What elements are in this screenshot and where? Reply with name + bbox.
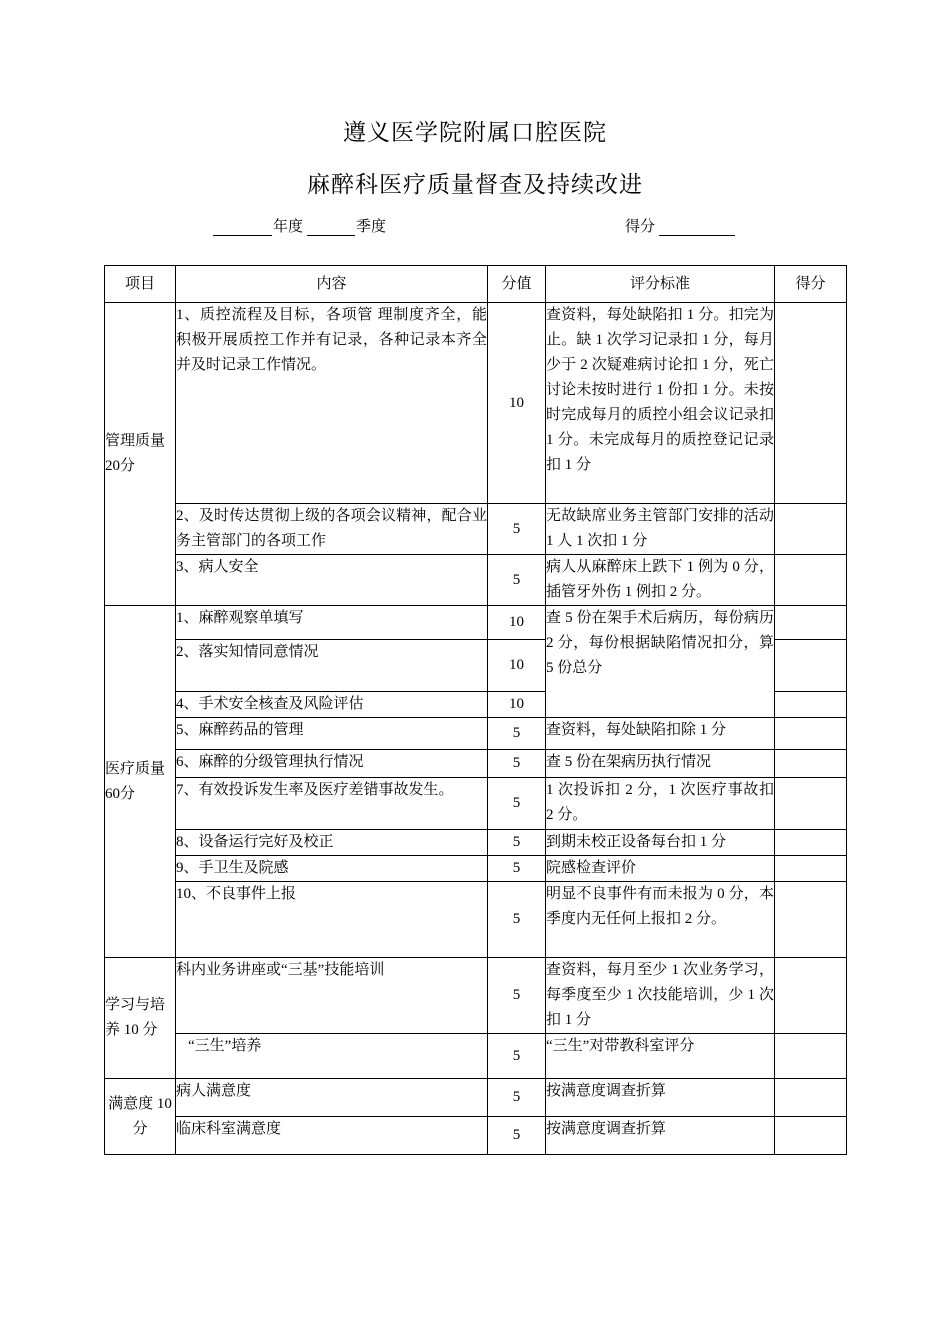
table-row	[105, 303, 847, 504]
item-score: 5	[488, 718, 546, 750]
group-label-medical-quality: 医疗质量60分	[105, 606, 176, 958]
table-row	[105, 882, 847, 958]
item-score: 5	[488, 778, 546, 830]
document-subtitle: 麻醉科医疗质量督查及持续改进	[307, 172, 643, 197]
item-score: 5	[488, 830, 546, 856]
item-score: 5	[488, 1034, 546, 1079]
item-criteria: 查 5 份在架病历执行情况	[546, 750, 775, 778]
table-row	[105, 1034, 847, 1079]
item-result-cell	[775, 718, 847, 750]
item-criteria: 病人从麻醉床上跌下 1 例为 0 分，插管牙外伤 1 例扣 2 分。	[546, 555, 775, 606]
item-result-cell	[775, 640, 847, 692]
item-score: 5	[488, 504, 546, 555]
group-label-satisfaction: 满意度 10 分	[105, 1079, 176, 1155]
item-content: 5、麻醉药品的管理	[176, 718, 488, 750]
item-criteria: 无故缺席业务主管部门安排的活动 1 人 1 次扣 1 分	[546, 504, 775, 555]
item-score: 5	[488, 882, 546, 958]
item-score: 5	[488, 1079, 546, 1117]
item-criteria: 查资料，每处缺陷扣除 1 分	[546, 718, 775, 750]
item-content: 2、及时传达贯彻上级的各项会议精神，配合业务主管部门的各项工作	[176, 504, 488, 555]
item-result-cell	[775, 692, 847, 718]
item-result-cell	[775, 1034, 847, 1079]
item-content: 7、有效投诉发生率及医疗差错事故发生。	[176, 778, 488, 830]
item-result-cell	[775, 1079, 847, 1117]
total-score-label: 得分	[625, 219, 656, 235]
item-score: 5	[488, 958, 546, 1034]
column-header-result: 得分	[775, 266, 847, 303]
item-result-cell	[775, 856, 847, 882]
item-score: 10	[488, 606, 546, 640]
item-criteria: 查资料，每月至少 1 次业务学习，每季度至少 1 次技能培训，少 1 次扣 1 分	[546, 958, 775, 1034]
group-label-training: 学习与培养 10 分	[105, 958, 176, 1079]
item-content: 临床科室满意度	[176, 1117, 488, 1155]
item-result-cell	[775, 303, 847, 504]
item-content: “三生”培养	[176, 1034, 488, 1079]
column-header-score: 分值	[488, 266, 546, 303]
item-content: 1、麻醉观察单填写	[176, 606, 488, 640]
item-score: 10	[488, 692, 546, 718]
table-header-row	[105, 266, 847, 303]
table-row	[105, 1079, 847, 1117]
item-content: 1、质控流程及目标，各项管 理制度齐全，能积极开展质控工作并有记录，各种记录本齐全并及时记录工作情况。	[176, 303, 488, 504]
item-score: 5	[488, 750, 546, 778]
quarter-label: 季度	[356, 219, 387, 235]
item-result-cell	[775, 882, 847, 958]
item-score: 10	[488, 303, 546, 504]
item-criteria: 到期未校正设备每台扣 1 分	[546, 830, 775, 856]
item-content: 2、落实知情同意情况	[176, 640, 488, 692]
document-title: 遵义医学院附属口腔医院	[343, 120, 607, 145]
column-header-content: 内容	[176, 266, 488, 303]
quarter-blank	[307, 218, 355, 236]
item-result-cell	[775, 750, 847, 778]
item-content: 10、不良事件上报	[176, 882, 488, 958]
item-criteria: 1 次投诉扣 2 分，1 次医疗事故扣 2 分。	[546, 778, 775, 830]
item-result-cell	[775, 1117, 847, 1155]
item-content: 8、设备运行完好及校正	[176, 830, 488, 856]
item-content: 4、手术安全核查及风险评估	[176, 692, 488, 718]
item-criteria: 院感检查评价	[546, 856, 775, 882]
item-result-cell	[775, 958, 847, 1034]
item-result-cell	[775, 606, 847, 640]
item-result-cell	[775, 830, 847, 856]
table-row	[105, 1117, 847, 1155]
item-criteria: “三生”对带教科室评分	[546, 1034, 775, 1079]
item-score: 5	[488, 856, 546, 882]
table-row	[105, 778, 847, 830]
year-blank	[213, 218, 272, 236]
item-content: 科内业务讲座或“三基”技能培训	[176, 958, 488, 1034]
item-criteria: 查资料，每处缺陷扣 1 分。扣完为止。缺 1 次学习记录扣 1 分，每月少于 2 次疑难病讨论扣 1 分，死亡讨论未按时进行 1 份扣 1 分。未按时完成每月的质控小组会议记录扣 1 分。未完成每月的质控登记记录扣 1 分	[546, 303, 775, 504]
item-content: 3、病人安全	[176, 555, 488, 606]
item-criteria: 明显不良事件有而未报为 0 分，本季度内无任何上报扣 2 分。	[546, 882, 775, 958]
item-result-cell	[775, 778, 847, 830]
table-row	[105, 504, 847, 555]
item-criteria-merged: 查 5 份在架手术后病历，每份病历 2 分，每份根据缺陷情况扣分，算 5 份总分	[546, 606, 775, 718]
table-row	[105, 750, 847, 778]
quality-inspection-table	[104, 265, 847, 1155]
table-row	[105, 958, 847, 1034]
item-content: 9、手卫生及院感	[176, 856, 488, 882]
table-row	[105, 718, 847, 750]
year-label: 年度	[273, 219, 304, 235]
total-score-blank	[659, 218, 735, 236]
column-header-item: 项目	[105, 266, 176, 303]
group-label-management: 管理质量20分	[105, 303, 176, 606]
item-score: 10	[488, 640, 546, 692]
table-row	[105, 856, 847, 882]
item-score: 5	[488, 1117, 546, 1155]
table-row	[105, 830, 847, 856]
table-row	[105, 606, 847, 640]
column-header-criteria: 评分标准	[546, 266, 775, 303]
item-result-cell	[775, 555, 847, 606]
table-row	[105, 555, 847, 606]
item-criteria: 按满意度调查折算	[546, 1117, 775, 1155]
item-criteria: 按满意度调查折算	[546, 1079, 775, 1117]
item-content: 病人满意度	[176, 1079, 488, 1117]
item-score: 5	[488, 555, 546, 606]
item-result-cell	[775, 504, 847, 555]
item-content: 6、麻醉的分级管理执行情况	[176, 750, 488, 778]
